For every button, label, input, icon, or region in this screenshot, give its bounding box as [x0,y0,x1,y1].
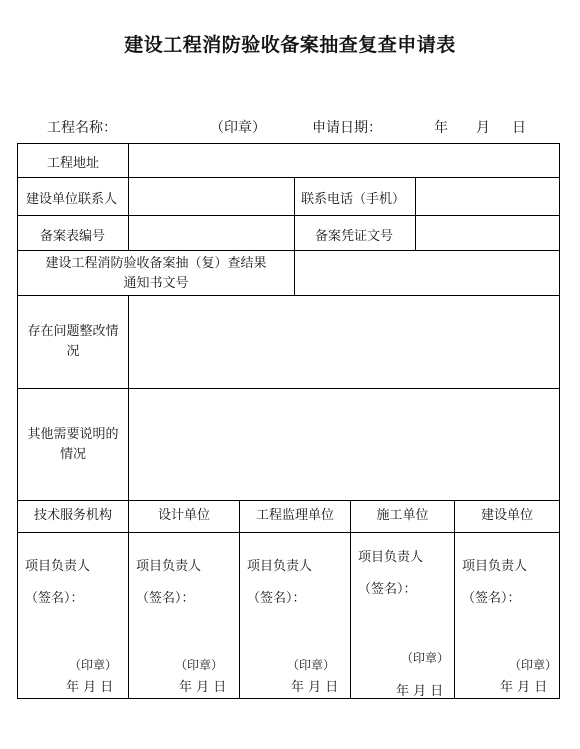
sign-date-label: 年 月 日 [500,680,548,695]
inspection-notice-label-line2: 通知书文号 [123,276,189,291]
other-notes-label-line1: 其他需要说明的 [27,427,119,442]
apply-date-year: 年 [434,120,448,136]
row-divider [18,295,559,296]
sign-date-label: 年 月 日 [179,680,227,695]
row-divider [18,177,559,178]
project-address-label: 工程地址 [47,156,100,171]
unit-header-supervision: 工程监理单位 [255,508,334,523]
rectification-label-line1: 存在问题整改情 [27,324,119,339]
person-in-charge-label: 项目负责人 [358,550,424,565]
application-form-table [17,143,560,699]
row-divider [18,500,559,501]
seal-label: （印章） [509,658,558,672]
apply-date-day: 日 [512,120,526,136]
seal-label: （印章） [287,658,336,672]
unit-header-tech-service: 技术服务机构 [33,508,112,523]
person-in-charge-label: 项目负责人 [247,559,313,574]
other-notes-label [21,425,125,465]
col-divider [128,295,129,699]
record-form-no-label: 备案表编号 [40,229,106,244]
row-divider [18,215,559,216]
row-divider [18,388,559,389]
sign-label: （签名）： [25,591,84,606]
sign-date-label: 年 月 日 [396,684,444,699]
col-divider [128,144,129,250]
person-in-charge-label: 项目负责人 [462,559,528,574]
col-divider [239,500,240,699]
person-in-charge-label: 项目负责人 [25,559,91,574]
person-in-charge-label: 项目负责人 [136,559,202,574]
sign-date-label: 年 月 日 [66,680,114,695]
apply-date-label: 申请日期： [312,120,382,136]
inspection-notice-label-line1: 建设工程消防验收备案抽（复）查结果 [45,256,267,271]
record-cert-no-label: 备案凭证文号 [315,229,394,244]
sign-label: （签名）： [358,582,417,597]
sign-date-label: 年 月 日 [291,680,339,695]
rectification-label-line2: 况 [66,344,80,359]
unit-header-construction: 施工单位 [376,508,429,523]
unit-header-owner: 建设单位 [480,508,533,523]
contact-phone-label: 联系电话（手机） [301,192,406,207]
header-seal-label: （印章） [210,120,266,136]
inspection-notice-no-label [24,254,288,294]
sign-label: （签名）： [247,591,306,606]
row-divider [18,250,559,251]
seal-label: （印章） [401,651,450,665]
unit-header-design: 设计单位 [157,508,210,523]
col-divider [415,177,416,250]
other-notes-label-line2: 情况 [59,447,86,462]
project-name-label: 工程名称： [47,120,117,136]
form-title: 建设工程消防验收备案抽查复查申请表 [124,34,456,56]
row-divider [18,532,559,533]
col-divider [454,500,455,699]
seal-label: （印章） [69,658,118,672]
sign-label: （签名）： [462,591,521,606]
col-divider [294,177,295,250]
seal-label: （印章） [175,658,224,672]
col-divider [294,250,295,295]
col-divider [350,500,351,699]
sign-label: （签名）： [136,591,195,606]
contact-person-label: 建设单位联系人 [26,192,118,207]
rectification-label [21,322,125,362]
apply-date-month: 月 [476,120,490,136]
